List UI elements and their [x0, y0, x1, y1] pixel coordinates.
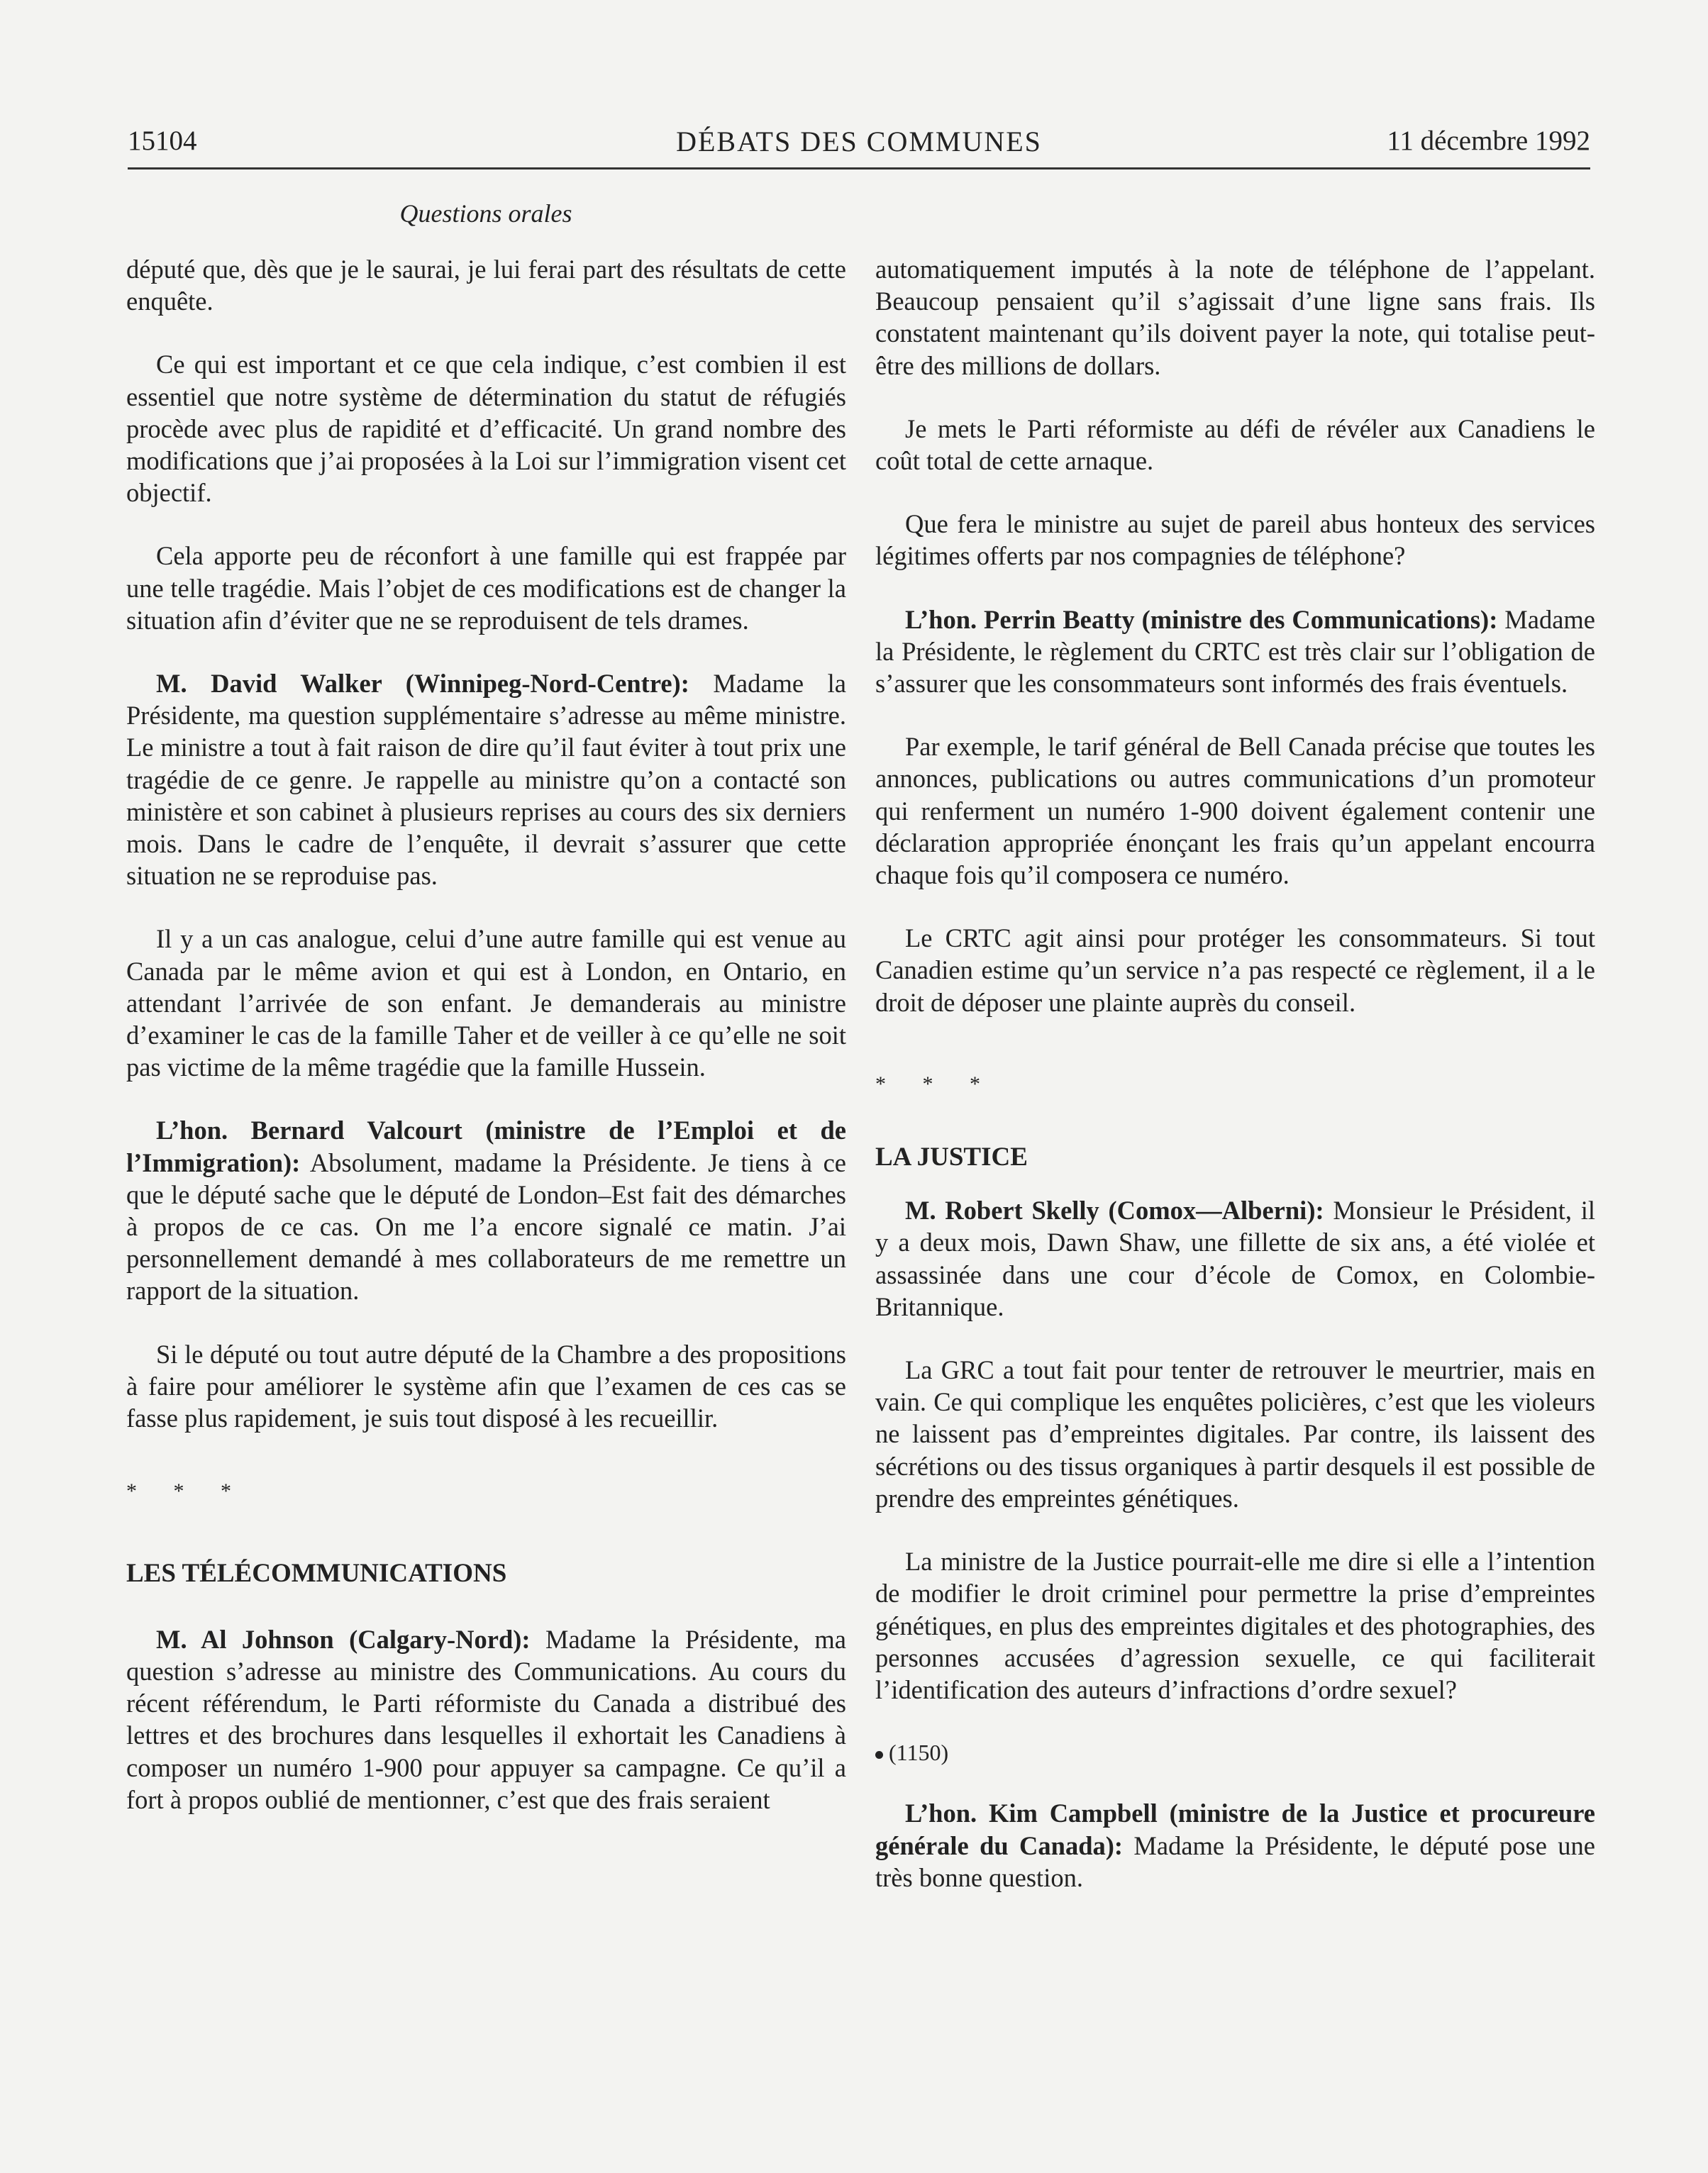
speaker-name: L’hon. Perrin Beatty (ministre des Communications):: [905, 604, 1498, 634]
paragraph: [126, 1114, 846, 1306]
section-heading: LA JUSTICE: [875, 1143, 1028, 1172]
paragraph: [875, 1797, 1595, 1894]
section-heading: LES TÉLÉCOMMUNICATIONS: [126, 1558, 507, 1588]
paragraph: Si le député ou tout autre député de la Chambre a des propositions à faire pour améliorer le système afin que l’examen de ces cas se fasse plus rapidement, je suis tout disposé à les recueillir.: [126, 1339, 846, 1433]
page-header: [128, 118, 1590, 169]
speaker-name: M. Robert Skelly (Comox—Alberni):: [905, 1196, 1324, 1226]
paragraph: Que fera le ministre au sujet de pareil abus honteux des services légitimes offerts par nos compagnies de téléphone?: [875, 509, 1595, 571]
paragraph: automatiquement imputés à la note de téléphone de l’appelant. Beaucoup pensaient qu’il s’agissait d’une ligne sans frais. Ils constatent maintenant qu’ils doivent payer la note, qui totalise peut-être des millions de dollars.: [875, 255, 1595, 380]
speech-text: Absolument, madame la Présidente. Je tiens à ce que le député sache que le député de London–Est fait des démarches à propos de ce cas. On me l’a encore signalé ce matin. J’ai personnellement demandé à mes collaborateurs de me remettre un rapport de la situation.: [126, 1147, 846, 1306]
paragraph: [875, 1194, 1595, 1323]
timestamp: (1150): [889, 1740, 949, 1766]
speech-text: Madame la Présidente, le député pose une très bonne question.: [875, 1830, 1596, 1892]
right-column: [875, 253, 1595, 1894]
section-separator: * * *: [875, 1072, 996, 1096]
paragraph: Il y a un cas analogue, celui d’une autre famille qui est venue au Canada par le même avion et qui est à London, en Ontario, en attendant l’arrivée de son enfant. Je demanderais au ministre d’examiner le cas de la famille Taher et de veiller à ce qu’elle ne soit pas victime de la même tragédie que la famille Hussein.: [126, 924, 846, 1082]
speaker-name: L’hon. Kim Campbell (ministre de la Justice et procureure générale du Canada):: [875, 1799, 1595, 1860]
publication-title: DÉBATS DES COMMUNES: [676, 126, 1042, 157]
page-number: 15104: [128, 126, 197, 156]
speech-text: Monsieur le Président, il y a deux mois, Dawn Shaw, une fillette de six ans, a été violée et assassinée dans une cour d’école de Comox, en Colombie-Britannique.: [875, 1196, 1595, 1321]
speaker-name: M. David Walker (Winnipeg-Nord-Centre):: [156, 669, 689, 699]
speaker-name: M. Al Johnson (Calgary-Nord):: [156, 1624, 531, 1654]
speech-text: Madame la Présidente, le règlement du CRTC est très clair sur l’obligation de s’assurer que les consommateurs sont informés des frais éventuels.: [875, 604, 1595, 699]
speech-text: Madame la Présidente, ma question s’adresse au ministre des Communications. Au cours du récent référendum, le Parti réformiste du Canada a distribué des lettres et des brochures dans lesquelles il exhortait les Canadiens à composer un numéro 1-900 pour appuyer sa campagne. Ce qu’il a fort à propos oublié de mentionner, c’est que des frais seraient: [126, 1624, 847, 1814]
paragraph: [126, 667, 846, 891]
paragraph: La ministre de la Justice pourrait-elle me dire si elle a l’intention de modifier le droit criminel pour permettre la prise d’empreintes génétiques, en plus des empreintes digitales et des photographies, des personnes accusées d’agression sexuelle, ce qui faciliterait l’identification des auteurs d’infractions d’ordre sexuel?: [875, 1547, 1595, 1704]
left-column: [126, 253, 846, 1816]
speaker-name: L’hon. Bernard Valcourt (ministre de l’Emploi et de l’Immigration):: [126, 1116, 846, 1177]
paragraph: Je mets le Parti réformiste au défi de révéler aux Canadiens le coût total de cette arnaque.: [875, 413, 1595, 476]
section-subtitle: Questions orales: [399, 199, 572, 228]
paragraph: député que, dès que je le saurai, je lui ferai part des résultats de cette enquête.: [126, 255, 846, 316]
publication-date: 11 décembre 1992: [1387, 126, 1590, 156]
paragraph: [126, 1623, 846, 1816]
paragraph: Ce qui est important et ce que cela indique, c’est combien il est essentiel que notre système de détermination du statut de réfugiés procède avec plus de rapidité et d’efficacité. Un grand nombre des modifications que j’ai proposées à la Loi sur l’immigration visent cet objectif.: [126, 350, 846, 508]
paragraph: Par exemple, le tarif général de Bell Canada précise que toutes les annonces, publications ou autres communications d’un promoteur qui renferment un numéro 1-900 doivent également contenir une déclaration appropriée énonçant les frais qu’un appelant encourra chaque fois qu’il composera ce numéro.: [875, 732, 1595, 890]
speech-text: Madame la Présidente, ma question supplémentaire s’adresse au même ministre. Le ministre a tout à fait raison de dire qu’il faut éviter à tout prix une tragédie de ce genre. Je rappelle au ministre qu’on a contacté son ministère et son cabinet à plusieurs reprises au cours des six derniers mois. Dans le cadre de l’enquête, il devrait s’assurer que cette situation ne se reproduise pas.: [126, 669, 846, 891]
paragraph: [875, 604, 1595, 700]
paragraph: La GRC a tout fait pour tenter de retrouver le meurtrier, mais en vain. Ce qui complique les enquêtes policières, c’est que les violeurs ne laissent pas d’empreintes digitales. Par contre, ils laissent des sécrétions ou des tissus organiques à partir desquels il est possible de prendre des empreintes génétiques.: [875, 1355, 1595, 1513]
paragraph: Cela apporte peu de réconfort à une famille qui est frappée par une telle tragédie. Mais l’objet de ces modifications est de changer la situation afin d’éviter que ne se reproduisent de tels drames.: [126, 541, 846, 635]
timestamp-marker: [875, 1737, 1595, 1769]
paragraph: Le CRTC agit ainsi pour protéger les consommateurs. Si tout Canadien estime qu’un service n’a pas respecté ce règlement, il a le droit de déposer une plainte auprès du conseil.: [875, 923, 1595, 1017]
bullet-icon: [875, 1751, 883, 1759]
section-separator: * * *: [126, 1479, 247, 1504]
